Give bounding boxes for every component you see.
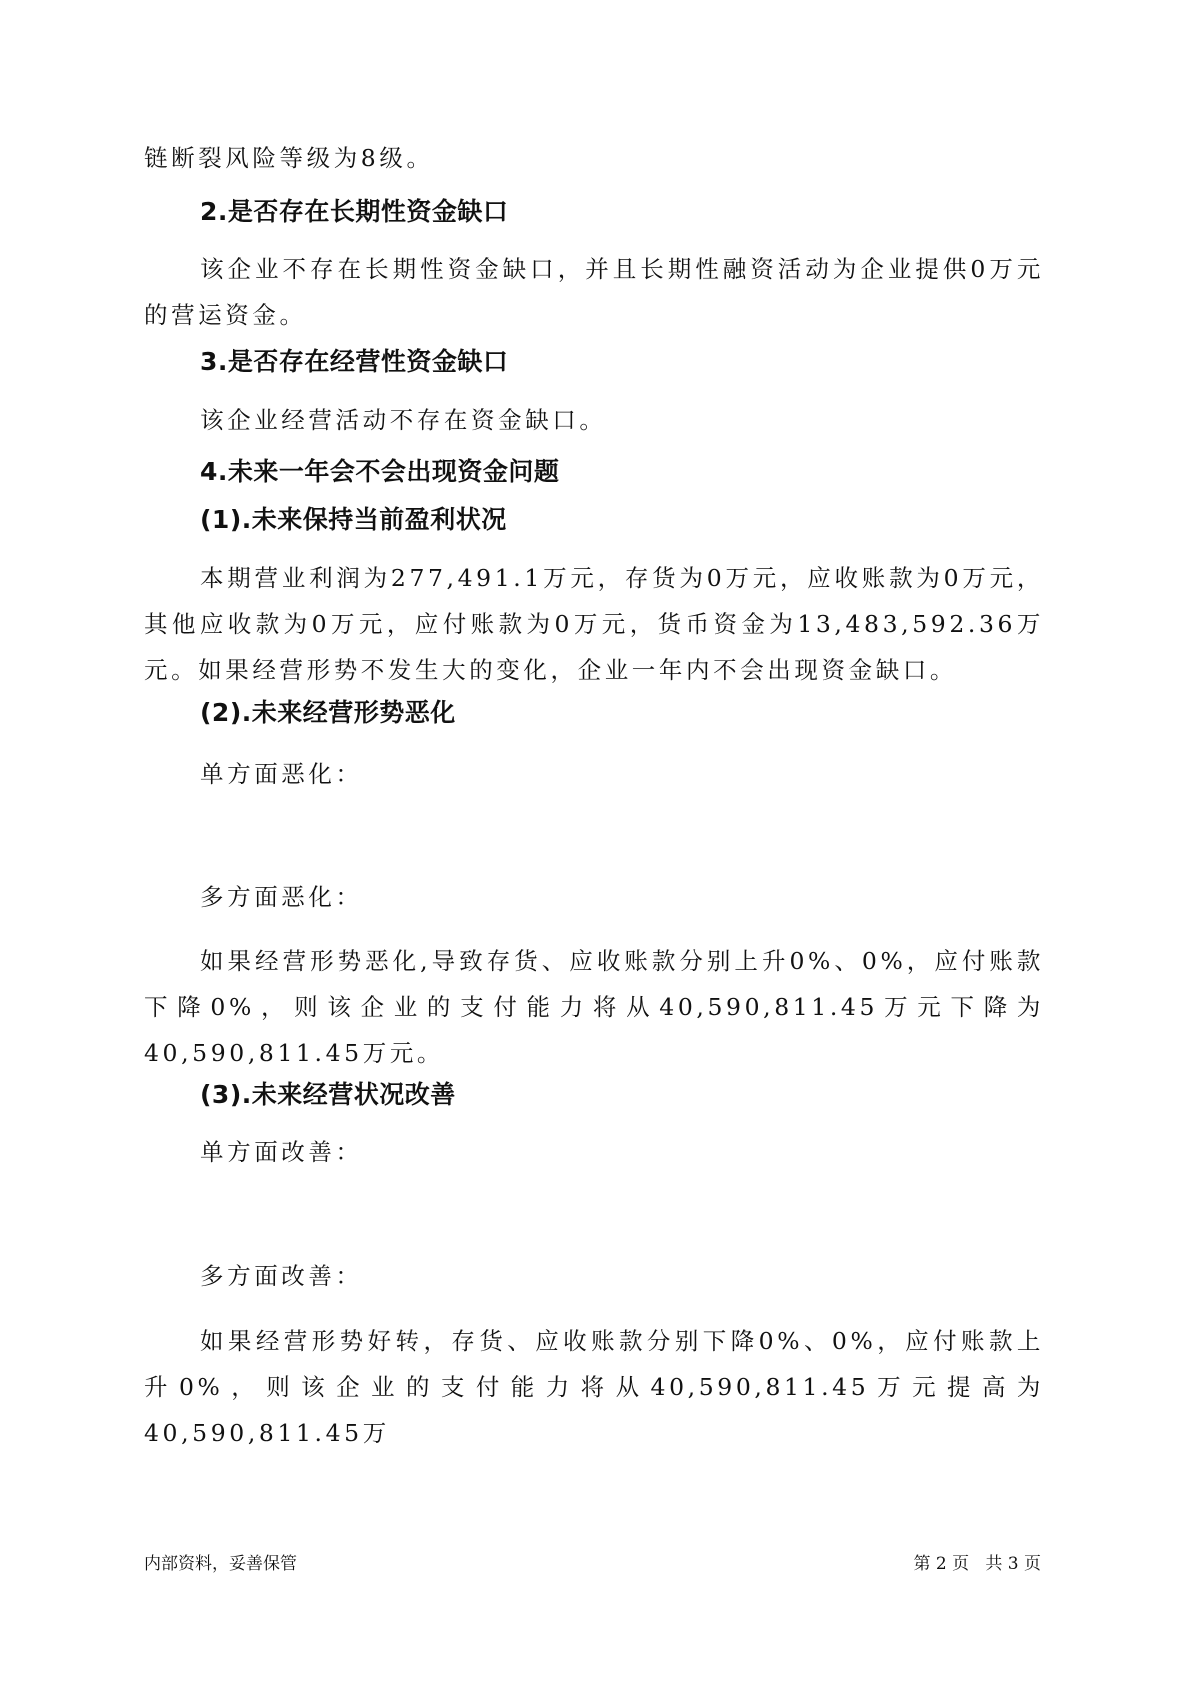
paragraph-current-profit: 本期营业利润为277,491.1万元，存货为0万元，应收账款为0万元，其他应收款为0万元，应付账款为0万元，货币资金为13,483,592.36万元。如果经营形势不发生大的变化，企业一年内不会出现资金缺口。: [144, 564, 1044, 684]
heading-long-term-gap: 2.是否存在长期性资金缺口: [200, 197, 509, 226]
paragraph-improvement: 如果经营形势好转，存货、应收账款分别下降0%、0%，应付账款上升0%，则该企业的支付能力将从40,590,811.45万元提高为40,590,811.45万: [144, 1327, 1044, 1447]
heading-operating-gap: 3.是否存在经营性资金缺口: [200, 347, 509, 376]
heading-next-year: 4.未来一年会不会出现资金问题: [200, 457, 560, 486]
paragraph-deterioration: 如果经营形势恶化,导致存货、应收账款分别上升0%、0%，应付账款下降0%，则该企业的支付能力将从40,590,811.45万元下降为40,590,811.45万元。: [144, 947, 1044, 1067]
footer-confidential-note: 内部资料，妥善保管: [144, 1554, 297, 1574]
paragraph-long-term-gap: 该企业不存在长期性资金缺口，并且长期性融资活动为企业提供0万元的营运资金。: [144, 255, 1044, 329]
footer-page-number: 第 2 页 共 3 页: [913, 1554, 1041, 1574]
heading-deterioration: (2).未来经营形势恶化: [200, 698, 456, 727]
heading-current-profit: (1).未来保持当前盈利状况: [200, 505, 507, 534]
label-single-improvement: 单方面改善：: [200, 1138, 363, 1166]
label-multi-improvement: 多方面改善：: [200, 1262, 363, 1290]
heading-improvement: (3).未来经营状况改善: [200, 1080, 456, 1109]
paragraph-operating-gap: 该企业经营活动不存在资金缺口。: [200, 406, 607, 434]
paragraph-continuation: 链断裂风险等级为8级。: [144, 144, 434, 172]
label-single-deterioration: 单方面恶化：: [200, 760, 363, 788]
label-multi-deterioration: 多方面恶化：: [200, 883, 363, 911]
